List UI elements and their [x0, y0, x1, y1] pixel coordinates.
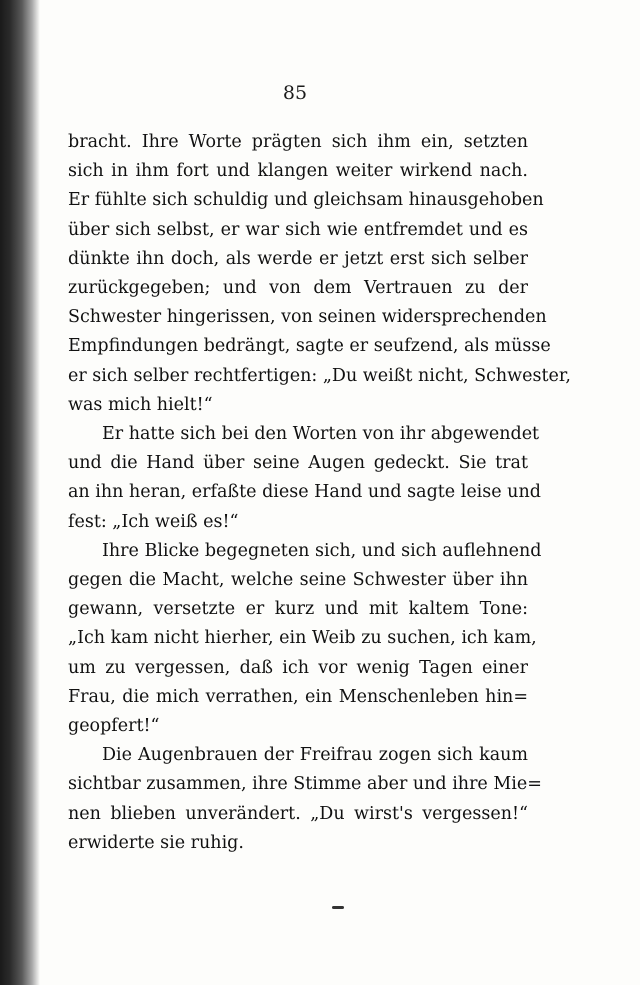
text-line: um zu vergessen, daß ich vor wenig Tagen einer [68, 657, 528, 678]
text-line: sich in ihm fort und klangen weiter wirkend nach. [68, 161, 528, 182]
text-line: gegen die Macht, welche seine Schwester über ihn [68, 570, 528, 591]
print-speck [332, 906, 344, 909]
text-line: geopfert!“ [68, 716, 160, 737]
text-line: Die Augenbrauen der Freifrau zogen sich kaum [102, 745, 528, 766]
text-line: Empfindungen bedrängt, sagte er seufzend, als müsse [68, 336, 551, 357]
text-line: gewann, versetzte er kurz und mit kaltem Tone: [68, 599, 528, 620]
text-line: zurückgegeben; und von dem Vertrauen zu der [68, 278, 528, 299]
text-line: er sich selber rechtfertigen: „Du weißt nicht, Schwester, [68, 365, 571, 386]
text-line: nen blieben unverändert. „Du wirst's vergessen!“ [68, 803, 528, 824]
text-line: was mich hielt!“ [68, 394, 213, 415]
text-line: erwiderte sie ruhig. [68, 832, 244, 853]
text-line: Schwester hingerissen, von seinen widersprechenden [68, 307, 547, 328]
text-line: Er hatte sich bei den Worten von ihr abgewendet [102, 424, 540, 445]
text-line: Er fühlte sich schuldig und gleichsam hinausgehoben [68, 190, 544, 211]
text-line: sichtbar zusammen, ihre Stimme aber und ihre Mie= [68, 774, 542, 795]
text-line: Ihre Blicke begegneten sich, und sich auflehnend [102, 540, 542, 561]
text-line: fest: „Ich weiß es!“ [68, 511, 239, 532]
text-line: an ihn heran, erfaßte diese Hand und sagte leise und [68, 482, 541, 503]
text-line: dünkte ihn doch, als werde er jetzt erst sich selber [68, 248, 528, 269]
page-number: 85 [282, 82, 308, 104]
text-line: bracht. Ihre Worte prägten sich ihm ein, setzten [68, 132, 528, 152]
body-text [68, 128, 571, 858]
text-line: „Ich kam nicht hierher, ein Weib zu suchen, ich kam, [68, 628, 537, 649]
binding-edge-shadow [0, 0, 40, 985]
text-line: Frau, die mich verrathen, ein Menschenleben hin= [68, 686, 528, 707]
text-line: über sich selbst, er war sich wie entfremdet und es [68, 219, 528, 240]
text-line: und die Hand über seine Augen gedeckt. Sie trat [68, 453, 528, 474]
